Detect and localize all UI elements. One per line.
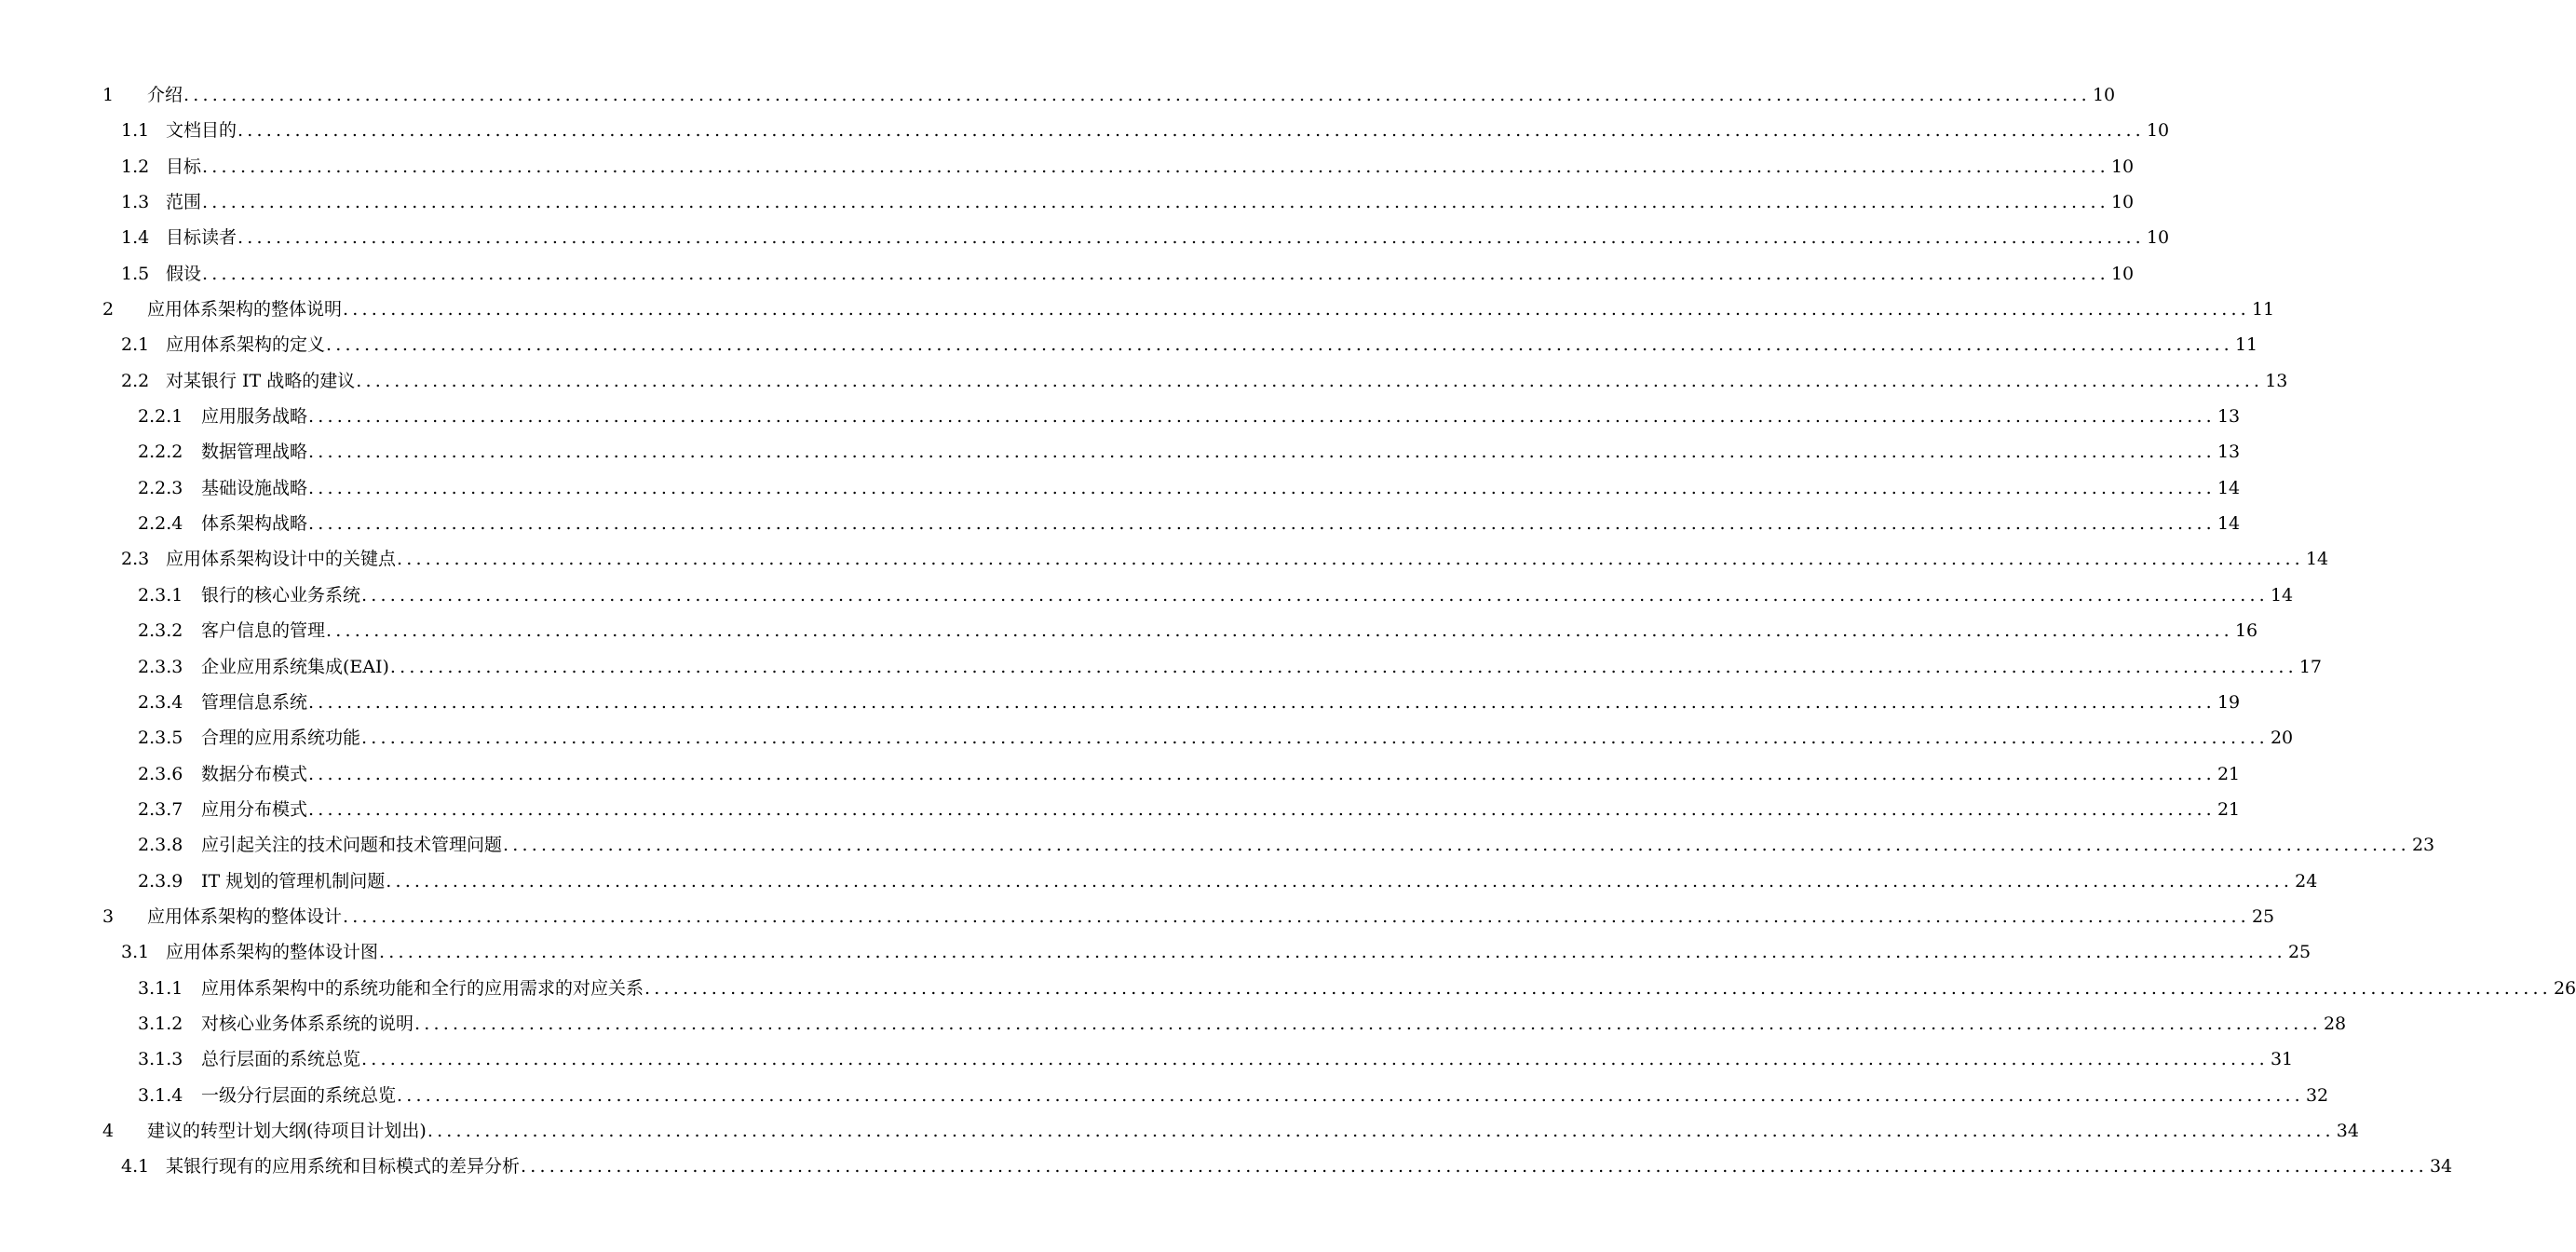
section-number: 4.1 <box>121 1156 150 1177</box>
section-title: 总行层面的系统总览 <box>201 1049 361 1070</box>
toc-entry[interactable] <box>0 1113 2359 1149</box>
toc-entry-line <box>102 899 2275 934</box>
dot-leader: ........................................................................................................................................................................................................ <box>503 835 2410 856</box>
section-number: 2.2.1 <box>138 406 183 428</box>
section-number: 2 <box>102 299 115 320</box>
section-title: 范围 <box>166 192 202 213</box>
toc-entry[interactable] <box>0 77 2116 113</box>
page-number: 14 <box>2217 477 2241 498</box>
section-title: 介绍 <box>147 85 183 105</box>
page-number: 34 <box>2429 1156 2453 1177</box>
dot-leader: ........................................................................................................................................................................................................ <box>427 1120 2335 1141</box>
page-number: 26 <box>2553 977 2576 999</box>
dot-leader: ........................................................................................................................................................................................................ <box>361 584 2269 606</box>
page-number: 21 <box>2217 798 2241 820</box>
dot-leader: ........................................................................................................................................................................................................ <box>326 334 2233 356</box>
page-number: 10 <box>2092 85 2116 105</box>
page-number: 10 <box>2146 227 2170 249</box>
section-number: 2.3.1 <box>138 584 183 606</box>
section-number: 4 <box>102 1120 115 1141</box>
dot-leader: ........................................................................................................................................................................................................ <box>386 870 2294 891</box>
table-of-contents <box>0 77 2576 1185</box>
section-title: 应用分布模式 <box>201 798 308 820</box>
toc-entry-line <box>121 220 2170 255</box>
toc-entry-line <box>121 256 2135 292</box>
toc-entry-line <box>138 792 2241 827</box>
toc-entry[interactable] <box>0 827 2435 863</box>
section-number: 2.3.7 <box>138 798 183 820</box>
toc-entry[interactable] <box>0 149 2135 184</box>
toc-entry[interactable] <box>0 434 2241 470</box>
section-number: 2.2.4 <box>138 513 183 535</box>
section-number: 1.1 <box>121 120 150 142</box>
dot-leader: ........................................................................................................................................................................................................ <box>361 728 2269 749</box>
toc-entry[interactable] <box>0 720 2294 755</box>
toc-entry[interactable] <box>0 756 2241 792</box>
page-number: 31 <box>2270 1049 2294 1070</box>
section-title: 目标 <box>166 156 202 177</box>
page-number: 10 <box>2146 120 2170 142</box>
toc-entry[interactable] <box>0 1149 2453 1184</box>
dot-leader: ........................................................................................................................................................................................................ <box>644 977 2552 999</box>
toc-entry-line <box>138 613 2258 648</box>
dot-leader: ........................................................................................................................................................................................................ <box>237 227 2145 249</box>
section-title: 某银行现有的应用系统和目标模式的差异分析 <box>166 1156 521 1177</box>
page-number: 13 <box>2265 370 2288 391</box>
section-number: 2.3.2 <box>138 620 183 642</box>
section-title: 应用体系架构的定义 <box>166 334 326 356</box>
dot-leader: ........................................................................................................................................................................................................ <box>356 370 2264 391</box>
toc-entry-line <box>102 292 2275 327</box>
section-title: 对某银行 IT 战略的建议 <box>166 370 356 391</box>
section-title: 应用服务战略 <box>201 406 308 428</box>
page-number: 10 <box>2110 156 2135 177</box>
dot-leader: ........................................................................................................................................................................................................ <box>308 406 2216 428</box>
page-number: 20 <box>2270 728 2294 749</box>
toc-entry-line <box>121 363 2288 399</box>
toc-entry[interactable] <box>0 899 2275 934</box>
section-title: 一级分行层面的系统总览 <box>201 1084 397 1106</box>
section-number: 3.1.1 <box>138 977 183 999</box>
page-number: 10 <box>2110 263 2135 284</box>
dot-leader: ........................................................................................................................................................................................................ <box>397 1084 2304 1106</box>
toc-entry-line <box>138 1078 2329 1113</box>
section-title: 应用体系架构中的系统功能和全行的应用需求的对应关系 <box>201 977 644 999</box>
section-title: 合理的应用系统功能 <box>201 728 361 749</box>
dot-leader: ........................................................................................................................................................................................................ <box>183 85 2091 105</box>
dot-leader: ........................................................................................................................................................................................................ <box>202 156 2109 177</box>
dot-leader: ........................................................................................................................................................................................................ <box>308 691 2216 713</box>
page-number: 17 <box>2298 656 2323 677</box>
toc-entry[interactable] <box>0 685 2241 720</box>
section-number: 2.2 <box>121 370 150 391</box>
section-title: IT 规划的管理机制问题 <box>201 870 386 891</box>
section-number: 2.3.6 <box>138 763 183 784</box>
section-title: 体系架构战略 <box>201 513 308 535</box>
section-number: 1.5 <box>121 263 150 284</box>
toc-entry[interactable] <box>0 113 2170 148</box>
section-title: 银行的核心业务系统 <box>201 584 361 606</box>
toc-entry[interactable] <box>0 292 2275 327</box>
toc-entry-line <box>121 149 2135 184</box>
page-number: 10 <box>2110 192 2135 213</box>
page-number: 25 <box>2251 905 2275 927</box>
page-number: 13 <box>2217 406 2241 428</box>
section-number: 1.3 <box>121 192 150 213</box>
dot-leader: ........................................................................................................................................................................................................ <box>343 299 2250 320</box>
section-title: 管理信息系统 <box>201 691 308 713</box>
toc-entry-line <box>102 77 2116 113</box>
section-number: 2.3.3 <box>138 656 183 677</box>
page-number: 14 <box>2217 513 2241 535</box>
section-title: 数据管理战略 <box>201 442 308 463</box>
section-title: 应用体系架构的整体说明 <box>147 299 343 320</box>
toc-entry-line <box>138 649 2323 685</box>
section-number: 2.3 <box>121 549 150 570</box>
toc-entry-line <box>138 1006 2347 1041</box>
section-title: 数据分布模式 <box>201 763 308 784</box>
toc-entry-line <box>121 184 2135 220</box>
toc-entry[interactable] <box>0 399 2241 434</box>
section-title: 企业应用系统集成(EAI) <box>201 656 389 677</box>
section-title: 客户信息的管理 <box>201 620 326 642</box>
section-number: 2.3.4 <box>138 691 183 713</box>
toc-entry-line <box>138 827 2435 863</box>
toc-entry-line <box>138 864 2318 899</box>
section-title: 应用体系架构设计中的关键点 <box>166 549 397 570</box>
page-number: 34 <box>2336 1120 2359 1141</box>
toc-entry-line <box>138 578 2294 613</box>
page-number: 16 <box>2234 620 2258 642</box>
dot-leader: ........................................................................................................................................................................................................ <box>202 263 2109 284</box>
dot-leader: ........................................................................................................................................................................................................ <box>379 942 2286 963</box>
toc-entry[interactable] <box>0 1006 2347 1041</box>
toc-entry-line <box>138 685 2241 720</box>
toc-entry-line <box>138 434 2241 470</box>
toc-entry[interactable] <box>0 649 2323 685</box>
toc-entry-line <box>138 720 2294 755</box>
dot-leader: ........................................................................................................................................................................................................ <box>308 442 2216 463</box>
toc-entry[interactable] <box>0 578 2294 613</box>
section-title: 建议的转型计划大纲(待项目计划出) <box>147 1120 427 1141</box>
section-number: 3.1.4 <box>138 1084 183 1106</box>
dot-leader: ........................................................................................................................................................................................................ <box>308 763 2216 784</box>
section-title: 假设 <box>166 263 202 284</box>
toc-entry[interactable] <box>0 864 2318 899</box>
toc-entry-line <box>138 756 2241 792</box>
toc-entry-line <box>138 399 2241 434</box>
toc-entry[interactable] <box>0 220 2170 255</box>
toc-entry[interactable] <box>0 184 2135 220</box>
dot-leader: ........................................................................................................................................................................................................ <box>237 120 2145 142</box>
dot-leader: ........................................................................................................................................................................................................ <box>361 1049 2269 1070</box>
toc-entry[interactable] <box>0 541 2329 577</box>
toc-entry-line <box>121 541 2329 577</box>
dot-leader: ........................................................................................................................................................................................................ <box>414 1013 2322 1034</box>
section-number: 2.3.9 <box>138 870 183 891</box>
section-number: 1.2 <box>121 156 150 177</box>
section-number: 2.3.5 <box>138 728 183 749</box>
dot-leader: ........................................................................................................................................................................................................ <box>389 656 2298 677</box>
section-title: 应用体系架构的整体设计 <box>147 905 343 927</box>
section-number: 3 <box>102 905 115 927</box>
toc-entry[interactable] <box>0 971 2576 1006</box>
page-number: 23 <box>2411 835 2435 856</box>
page-number: 25 <box>2287 942 2312 963</box>
page-number: 24 <box>2295 870 2318 891</box>
section-number: 2.2.3 <box>138 477 183 498</box>
page-number: 11 <box>2251 299 2275 320</box>
toc-entry-line <box>138 971 2576 1006</box>
section-title: 基础设施战略 <box>201 477 308 498</box>
page-number: 28 <box>2323 1013 2347 1034</box>
toc-entry-line <box>121 113 2170 148</box>
dot-leader: ........................................................................................................................................................................................................ <box>521 1156 2428 1177</box>
section-title: 文档目的 <box>166 120 237 142</box>
dot-leader: ........................................................................................................................................................................................................ <box>308 477 2216 498</box>
page-number: 19 <box>2217 691 2241 713</box>
dot-leader: ........................................................................................................................................................................................................ <box>343 905 2250 927</box>
section-number: 3.1 <box>121 942 150 963</box>
toc-entry-line <box>121 327 2258 362</box>
page-number: 11 <box>2234 334 2258 356</box>
section-number: 1 <box>102 85 115 105</box>
toc-entry-line <box>138 470 2241 506</box>
toc-entry[interactable] <box>0 327 2258 362</box>
dot-leader: ........................................................................................................................................................................................................ <box>202 192 2109 213</box>
toc-entry[interactable] <box>0 1041 2294 1077</box>
toc-entry-line <box>121 1149 2453 1184</box>
section-number: 2.1 <box>121 334 150 356</box>
toc-entry-line <box>138 1041 2294 1077</box>
section-number: 3.1.2 <box>138 1013 183 1034</box>
dot-leader: ........................................................................................................................................................................................................ <box>326 620 2233 642</box>
dot-leader: ........................................................................................................................................................................................................ <box>397 549 2304 570</box>
page-number: 21 <box>2217 763 2241 784</box>
page-number: 14 <box>2305 549 2329 570</box>
section-number: 2.3.8 <box>138 835 183 856</box>
toc-entry-line <box>102 1113 2359 1149</box>
toc-entry[interactable] <box>0 363 2288 399</box>
page-number: 13 <box>2217 442 2241 463</box>
toc-entry[interactable] <box>0 613 2258 648</box>
dot-leader: ........................................................................................................................................................................................................ <box>308 513 2216 535</box>
toc-entry[interactable] <box>0 470 2241 506</box>
toc-entry-line <box>138 506 2241 541</box>
section-title: 应用体系架构的整体设计图 <box>166 942 379 963</box>
section-number: 3.1.3 <box>138 1049 183 1070</box>
toc-entry[interactable] <box>0 256 2135 292</box>
section-title: 应引起关注的技术问题和技术管理问题 <box>201 835 503 856</box>
section-number: 2.2.2 <box>138 442 183 463</box>
toc-entry[interactable] <box>0 506 2241 541</box>
toc-entry[interactable] <box>0 934 2312 970</box>
dot-leader: ........................................................................................................................................................................................................ <box>308 798 2216 820</box>
section-title: 目标读者 <box>166 227 237 249</box>
toc-entry[interactable] <box>0 792 2241 827</box>
page-number: 14 <box>2270 584 2294 606</box>
section-title: 对核心业务体系系统的说明 <box>201 1013 414 1034</box>
section-number: 1.4 <box>121 227 150 249</box>
toc-entry[interactable] <box>0 1078 2329 1113</box>
page-number: 32 <box>2305 1084 2329 1106</box>
toc-entry-line <box>121 934 2312 970</box>
